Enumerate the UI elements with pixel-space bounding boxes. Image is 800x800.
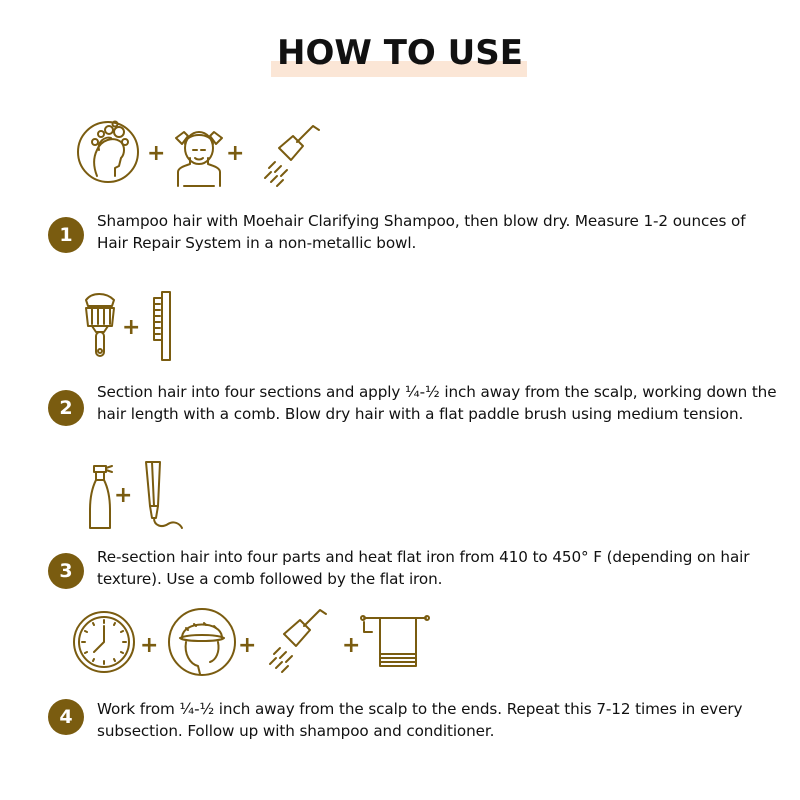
- plus-sign: +: [140, 633, 159, 658]
- title-wrap: [0, 33, 800, 73]
- step-2-text: Section hair into four sections and apply ¼-½ inch away from the scalp, working down the hair length with a comb. Blow dry hair with a flat paddle brush using medium tension.: [97, 383, 777, 423]
- step-3-badge: 3: [48, 553, 84, 589]
- shower-head-icon: [270, 610, 326, 672]
- plus-sign: +: [342, 633, 361, 658]
- plus-sign: +: [122, 315, 141, 340]
- step-4-badge: 4: [48, 699, 84, 735]
- step-2-icons: [82, 288, 192, 368]
- step-2-icons-svg: [82, 288, 192, 364]
- spray-bottle-icon: [90, 466, 112, 528]
- shower-cap-icon: [169, 609, 235, 675]
- plus-sign: +: [238, 633, 257, 658]
- shower-head-icon: [265, 126, 319, 186]
- step-3-text: Re-section hair into four parts and heat flat iron from 410 to 450° F (depending on hair texture). Use a comb followed by the flat iron.: [97, 548, 750, 588]
- step-4-icons: [72, 606, 442, 686]
- plus-sign: +: [147, 141, 166, 166]
- step-3-icons: [84, 458, 194, 538]
- step-1-icons: [75, 118, 335, 194]
- step-3-icons-svg: [84, 458, 194, 534]
- head-massage-icon: [176, 132, 222, 186]
- step-2-badge: 2: [48, 390, 84, 426]
- step-1-text: Shampoo hair with Moehair Clarifying Shampoo, then blow dry. Measure 1-2 ounces of Hair Repair System in a non-metallic bowl.: [97, 212, 746, 252]
- step-1-badge: 1: [48, 217, 84, 253]
- plus-sign: +: [226, 141, 245, 166]
- clock-icon: [74, 612, 134, 672]
- step-4-icons-svg: [72, 606, 442, 682]
- step-1-icons-svg: [75, 118, 335, 190]
- page-title: HOW TO USE: [277, 33, 523, 73]
- plus-sign: +: [114, 483, 133, 508]
- shampoo-head-icon: [78, 122, 138, 183]
- comb-icon: [154, 292, 170, 360]
- step-4-text: Work from ¼-½ inch away from the scalp to the ends. Repeat this 7-12 times in every subsection. Follow up with shampoo and conditioner.: [97, 700, 743, 740]
- towel-rack-icon: [361, 616, 429, 666]
- tint-brush-icon: [86, 294, 114, 356]
- flat-iron-icon: [146, 462, 182, 528]
